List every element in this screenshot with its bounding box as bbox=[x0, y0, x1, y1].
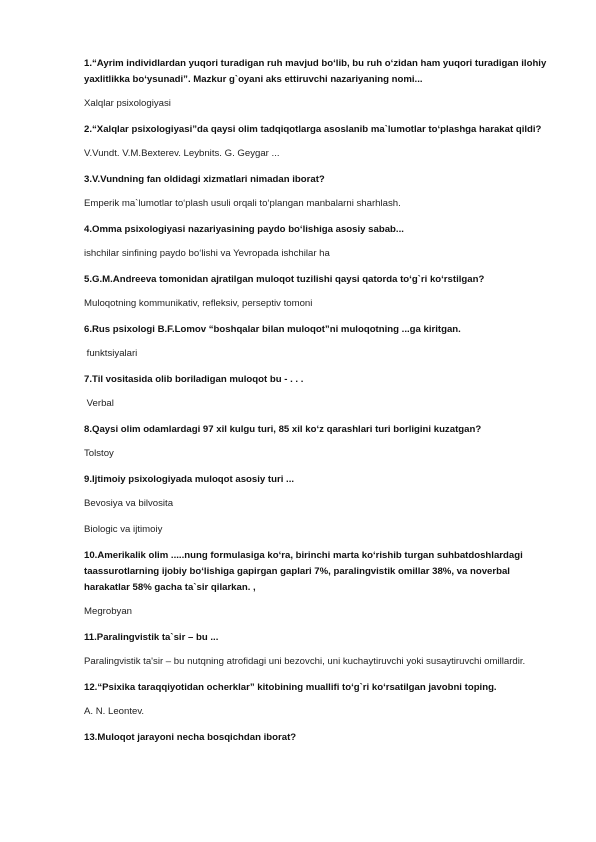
answer-10: Megrobyan bbox=[84, 606, 132, 617]
answer-12: A. N. Leontev. bbox=[84, 706, 145, 717]
question-2: 2.“Xalqlar psixologiyasi”da qaysi olim tadqiqotlarga asoslanib ma`lumotlar to‘plashga harakat qildi? bbox=[84, 124, 542, 135]
answer-9b: Biologic va ijtimoiy bbox=[84, 524, 163, 535]
question-10: 10.Amerikalik olim .....nung formulasiga ko‘ra, birinchi marta ko‘rishib turgan suhbatdoshlardagi taassurotlarning ijobiy bo‘lishiga gapirgan gaplari 7%, paralingvistik omillar 38%, va noverbal harakatlar 58% gacha ta`sir qilarkan. , bbox=[84, 550, 523, 593]
answer-3: Emperik ma`lumotlar to‘plash usuli orqali to‘plangan manbalarni sharhlash. bbox=[84, 198, 401, 209]
question-7: 7.Til vositasida olib boriladigan muloqot bu - . . . bbox=[84, 374, 304, 385]
answer-5: Muloqotning kommunikativ, refleksiv, perseptiv tomoni bbox=[84, 298, 313, 309]
question-4: 4.Omma psixologiyasi nazariyasining paydo bo‘lishiga asosiy sabab... bbox=[84, 224, 404, 235]
answer-4: ishchilar sinfining paydo bo‘lishi va Yevropada ishchilar ha bbox=[84, 248, 330, 259]
question-1: 1.“Ayrim individlardan yuqori turadigan ruh mavjud bo‘lib, bu ruh o‘zidan ham yuqori turadigan ilohiy yaxlitlikka bo‘ysunadi”. Mazkur g`oyani aks ettiruvchi nazariyaning nomi... bbox=[84, 58, 547, 85]
question-3: 3.V.Vundning fan oldidagi xizmatlari nimadan iborat? bbox=[84, 174, 325, 185]
question-11: 11.Paralingvistik ta`sir – bu ... bbox=[84, 632, 219, 643]
question-6: 6.Rus psixologi B.F.Lomov “boshqalar bilan muloqot”ni muloqotning ...ga kiritgan. bbox=[84, 324, 461, 335]
answer-6: funktsiyalari bbox=[84, 348, 138, 359]
question-5: 5.G.M.Andreeva tomonidan ajratilgan muloqot tuzilishi qaysi qatorda to‘g`ri ko‘rstilgan? bbox=[84, 274, 485, 285]
answer-7: Verbal bbox=[84, 398, 114, 409]
answer-1: Xalqlar psixologiyasi bbox=[84, 98, 171, 109]
question-8: 8.Qaysi olim odamlardagi 97 xil kulgu turi, 85 xil ko‘z qarashlari turi borligini kuzatgan? bbox=[84, 424, 482, 435]
question-9: 9.Ijtimoiy psixologiyada muloqot asosiy turi ... bbox=[84, 474, 295, 485]
question-13: 13.Muloqot jarayoni necha bosqichdan iborat? bbox=[84, 732, 297, 743]
answer-8: Tolstoy bbox=[84, 448, 114, 459]
question-12: 12.“Psixika taraqqiyotidan ocherklar” kitobining muallifi to‘g`ri ko‘rsatilgan javobni toping. bbox=[84, 682, 497, 693]
answer-2: V.Vundt. V.M.Bexterev. Leybnits. G. Geygar ... bbox=[84, 148, 280, 159]
answer-11: Paralingvistik ta'sir – bu nutqning atrofidagi uni bezovchi, uni kuchaytiruvchi yoki susaytiruvchi omillardir. bbox=[84, 656, 526, 667]
answer-9a: Bevosiya va bilvosita bbox=[84, 498, 174, 509]
